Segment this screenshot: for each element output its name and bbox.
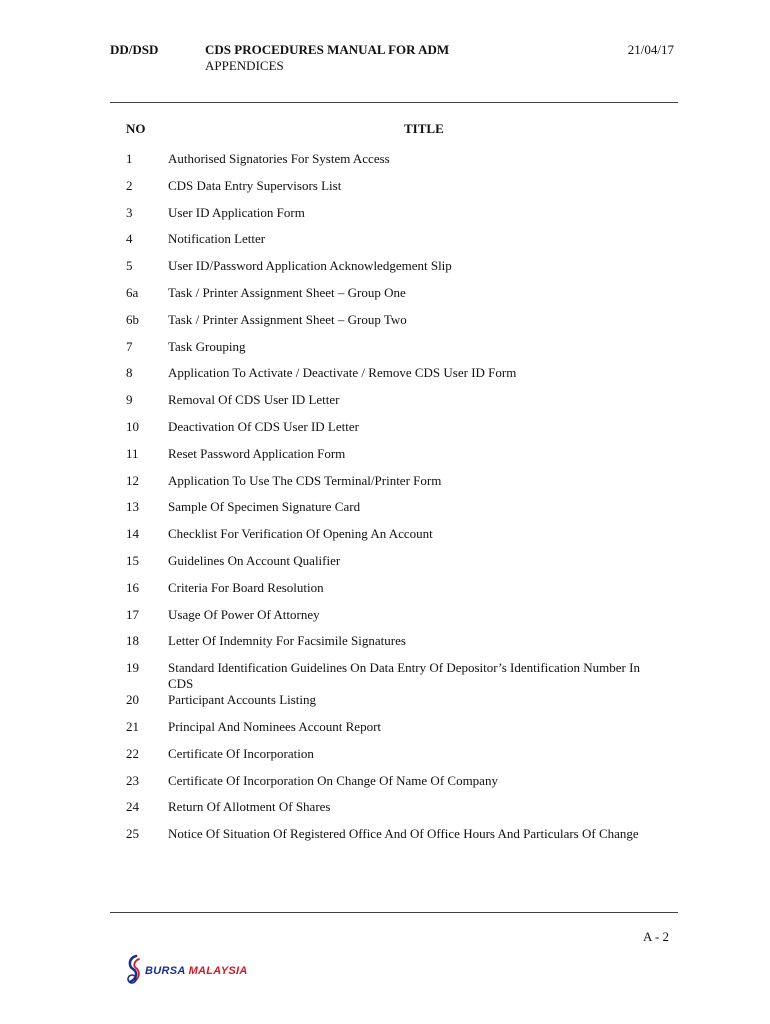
appendix-number: 18 — [126, 633, 139, 649]
appendix-row — [126, 285, 646, 312]
appendix-number: 5 — [126, 258, 133, 274]
appendix-row — [126, 580, 646, 607]
appendix-number: 1 — [126, 151, 133, 166]
appendix-number: 24 — [126, 799, 139, 815]
header-date: 21/04/17 — [627, 42, 674, 57]
appendix-number: 6b — [126, 311, 139, 327]
appendix-number: 15 — [126, 552, 139, 568]
appendix-number: 9 — [126, 392, 133, 408]
appendix-row — [126, 799, 646, 826]
appendix-number: 10 — [126, 418, 139, 434]
appendix-title: Principal And Nominees Account Report — [168, 718, 382, 734]
appendix-title: Removal Of CDS User ID Letter — [168, 392, 340, 408]
appendix-number: 17 — [126, 606, 139, 622]
appendix-row — [126, 719, 646, 746]
appendix-number: 20 — [126, 692, 139, 708]
appendix-number: 16 — [126, 579, 139, 595]
appendix-title: CDS Data Entry Supervisors List — [168, 177, 342, 193]
appendix-row — [126, 773, 646, 800]
appendix-title: Criteria For Board Resolution — [168, 579, 324, 595]
appendix-number: 2 — [126, 177, 133, 193]
bursa-malaysia-logo — [124, 953, 248, 985]
appendix-number: 14 — [126, 526, 139, 542]
appendix-title: Sample Of Specimen Signature Card — [168, 499, 361, 515]
appendix-number: 21 — [126, 718, 139, 734]
appendix-row — [126, 205, 646, 232]
appendix-number: 3 — [126, 204, 133, 220]
appendix-title: Deactivation Of CDS User ID Letter — [168, 418, 359, 434]
appendix-title: Notice Of Situation Of Registered Office And Of Office Hours And Particulars Of Change — [168, 826, 639, 842]
header-divider — [110, 102, 678, 103]
appendix-row — [126, 826, 646, 853]
page-number: A - 2 — [643, 929, 669, 944]
appendix-title: Certificate Of Incorporation On Change Of Name Of Company — [168, 772, 498, 788]
appendix-number: 23 — [126, 772, 139, 788]
appendix-number: 11 — [126, 445, 139, 461]
appendix-number: 19 — [126, 660, 139, 676]
appendix-row — [126, 499, 646, 526]
appendix-title: Participant Accounts Listing — [168, 692, 317, 708]
appendix-row — [126, 607, 646, 634]
footer-divider — [110, 912, 678, 913]
appendix-row — [126, 365, 646, 392]
logo-word-malaysia: MALAYSIA — [188, 965, 248, 977]
document-subtitle: APPENDICES — [205, 58, 284, 73]
appendix-title: Letter Of Indemnity For Facsimile Signatures — [168, 633, 406, 649]
appendix-title: Guidelines On Account Qualifier — [168, 552, 341, 568]
appendix-list — [126, 151, 646, 853]
appendix-number: 12 — [126, 472, 139, 488]
appendix-row — [126, 312, 646, 339]
appendix-row — [126, 692, 646, 719]
appendix-row — [126, 392, 646, 419]
appendix-number: 8 — [126, 365, 133, 381]
appendix-row — [126, 633, 646, 660]
header-dept: DD/DSD — [110, 42, 159, 57]
appendix-number: 25 — [126, 826, 139, 842]
appendix-number: 22 — [126, 745, 139, 761]
column-header-no: NO — [126, 121, 146, 136]
appendix-title: User ID Application Form — [168, 204, 305, 220]
appendix-title: Task Grouping — [168, 338, 246, 354]
appendix-title: Usage Of Power Of Attorney — [168, 606, 320, 622]
bursa-logo-mark-icon — [124, 953, 146, 985]
header-title-block — [205, 42, 449, 74]
appendix-row — [126, 446, 646, 473]
appendix-number: 13 — [126, 499, 139, 515]
appendix-title: Checklist For Verification Of Opening An Account — [168, 526, 433, 542]
appendix-title: Task / Printer Assignment Sheet – Group Two — [168, 311, 407, 327]
appendix-row — [126, 419, 646, 446]
document-title: CDS PROCEDURES MANUAL FOR ADM — [205, 42, 450, 57]
column-header-title: TITLE — [404, 121, 444, 136]
logo-word-bursa: BURSA — [145, 965, 186, 977]
appendix-row — [126, 746, 646, 773]
appendix-title: Return Of Allotment Of Shares — [168, 799, 331, 815]
appendix-title: Application To Use The CDS Terminal/Printer Form — [168, 472, 442, 488]
appendix-row — [126, 553, 646, 580]
appendix-row — [126, 339, 646, 366]
appendix-title: Reset Password Application Form — [168, 445, 346, 461]
logo-wordmark — [145, 965, 248, 977]
appendix-number: 6a — [126, 284, 139, 300]
appendix-row — [126, 231, 646, 258]
appendix-title: Application To Activate / Deactivate / Remove CDS User ID Form — [168, 365, 517, 381]
appendix-number: 4 — [126, 231, 133, 247]
appendix-title: Certificate Of Incorporation — [168, 745, 314, 761]
appendix-title: User ID/Password Application Acknowledgement Slip — [168, 258, 452, 274]
appendix-row — [126, 473, 646, 500]
appendix-title: Task / Printer Assignment Sheet – Group One — [168, 284, 406, 300]
appendix-row — [126, 178, 646, 205]
appendix-row — [126, 660, 646, 692]
appendix-title: Notification Letter — [168, 231, 266, 247]
appendix-title: Standard Identification Guidelines On Data Entry Of Depositor’s Identification Number In CDS — [168, 660, 640, 692]
appendix-row — [126, 526, 646, 553]
appendix-row — [126, 258, 646, 285]
appendix-number: 7 — [126, 338, 133, 354]
appendix-title: Authorised Signatories For System Access — [168, 151, 390, 166]
appendix-row — [126, 151, 646, 178]
